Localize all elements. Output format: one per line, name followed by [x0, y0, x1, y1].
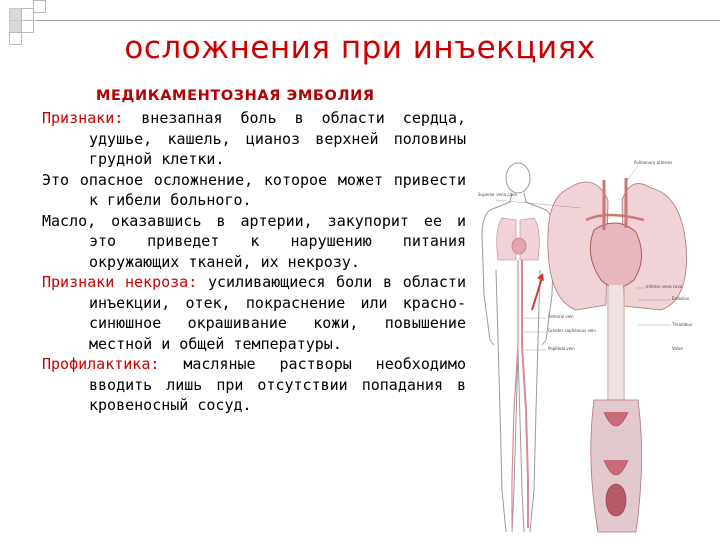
label-embolus: Embolus	[672, 296, 690, 301]
label-greater-saphenous-vein: Greater saphenous vein	[548, 328, 596, 333]
slide-subtitle: МЕДИКАМЕНТОЗНАЯ ЭМБОЛИЯ	[96, 88, 375, 104]
necrosis-paragraph	[42, 272, 466, 354]
danger-paragraph: Это опасное осложнение, которое может привести к гибели больного.	[42, 170, 466, 209]
body-text	[42, 108, 466, 416]
necrosis-text: усиливающиеся боли в области инъекции, отек, покраснение или красно-синюшное окрашивание кожи, повышение местной и общей температуры.	[89, 273, 466, 353]
slide-title: осложнения при инъекциях	[124, 30, 596, 66]
label-thrombus: Thrombus	[672, 322, 693, 327]
prophylaxis-paragraph	[42, 354, 466, 416]
label-popliteal-vein: Popliteal vein	[548, 346, 575, 351]
prophylaxis-text: масляные растворы необходимо вводить лишь при отсутствии попадания в кровеносный сосуд.	[89, 355, 466, 414]
label-superior-vena-cava: Superior vena cava	[478, 192, 517, 197]
oil-paragraph: Масло, оказавшись в артерии, закупорит ее и это приведет к нарушению питания окружающих тканей, их некрозу.	[42, 211, 466, 271]
header-rule	[36, 20, 720, 21]
decor-square	[33, 0, 46, 13]
label-valve: Valve	[672, 346, 683, 351]
embolism-illustration	[476, 160, 706, 540]
label-pulmonary-arteries: Pulmonary arteries	[634, 160, 673, 165]
prophylaxis-label: Профилактика:	[42, 355, 160, 373]
label-inferior-vena-cava: Inferior vena cava	[646, 284, 683, 289]
signs-label: Признаки:	[42, 109, 124, 127]
signs-text: внезапная боль в области сердца, удушье, кашель, цианоз верхней половины грудной клетки.	[89, 109, 466, 168]
signs-paragraph	[42, 108, 466, 170]
necrosis-label: Признаки некроза:	[42, 273, 198, 291]
label-femoral-vein: Femoral vein	[548, 314, 574, 319]
